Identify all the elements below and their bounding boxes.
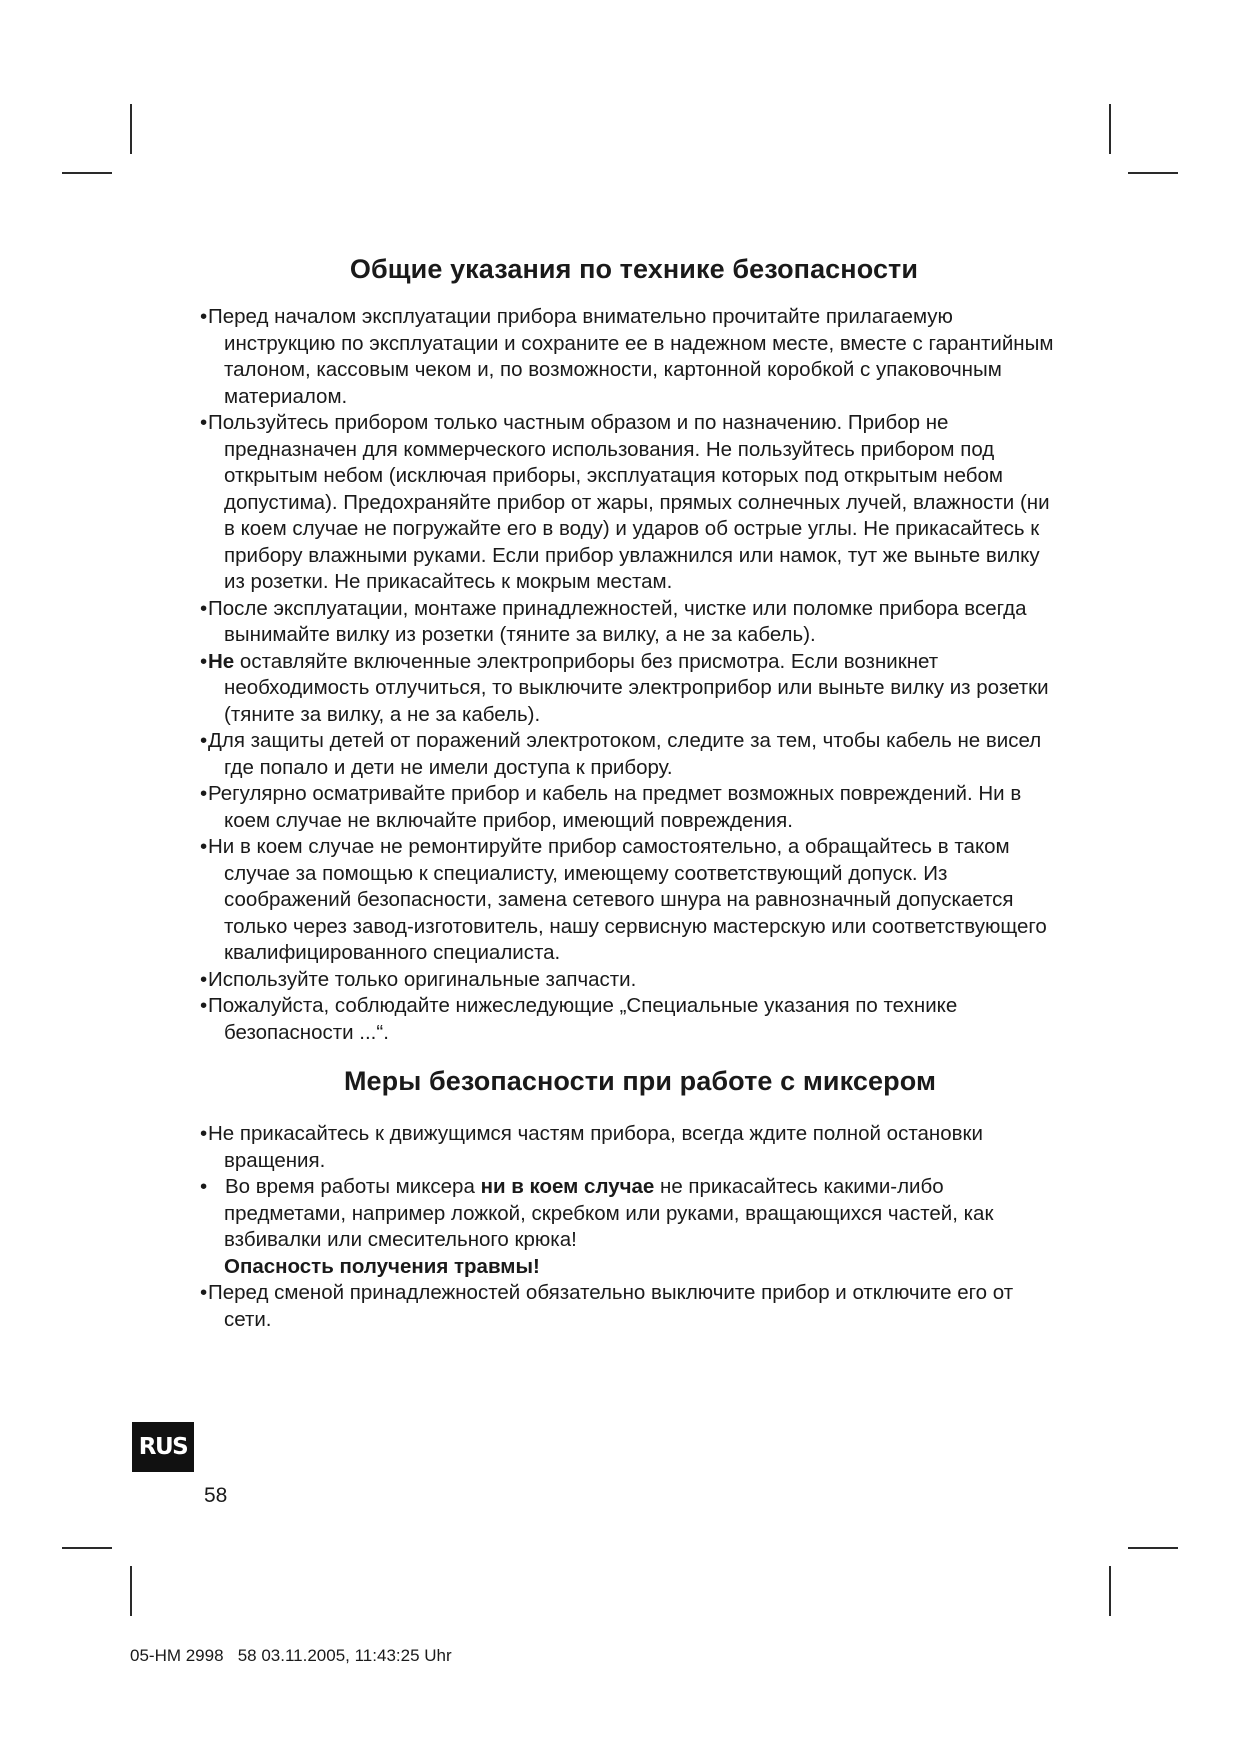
list-item [200, 1280, 1060, 1333]
list-item [200, 967, 1060, 994]
list-item-text: не прикасайтесь какими-либо предметами, например ложкой, скребком или руками, вращающихся частей, как взбивалки или смесительного крюка! [224, 1175, 994, 1251]
list-item-text: Используйте только оригинальные запчасти. [208, 967, 637, 991]
list-item [200, 834, 1060, 967]
list-item [200, 649, 1060, 729]
crop-mark-bottom-left-vertical [130, 1566, 132, 1616]
list-item-text: После эксплуатации, монтаже принадлежностей, чистке или поломке прибора всегда вынимайте вилку из розетки (тяните за вилку, а не за кабель). [208, 596, 1027, 646]
crop-mark-top-right-vertical [1109, 104, 1111, 154]
crop-mark-top-right-horizontal [1128, 172, 1178, 174]
crop-mark-bottom-right-vertical [1109, 1566, 1111, 1616]
crop-mark-bottom-right-horizontal [1128, 1547, 1178, 1549]
print-footer: 05-HM 2998 58 03.11.2005, 11:43:25 Uhr [130, 1646, 452, 1665]
list-item-emphasis: Не [208, 649, 235, 673]
list-item-text: Пользуйтесь прибором только частным образом и по назначению. Прибор не предназначен для коммерческого использования. Не пользуйтесь прибором под открытым небом (исключая приборы, эксплуатация которых под открытым небом допустима). Предохраняйте прибор от жары, прямых солнечных лучей, влажности (ни в коем случае не погружайте его в воду) и ударов об острые углы. Не прикасайтесь к прибору влажными руками. Если прибор увлажнился или намок, тут же выньте вилку из розетки. Не прикасайтесь к мокрым местам. [208, 411, 1050, 593]
list-item-emphasis: ни в коем случае [480, 1175, 655, 1198]
injury-warning: Опасность получения травмы! [224, 1254, 540, 1278]
list-item-text: Не прикасайтесь к движущимся частям прибора, всегда ждите полной остановки вращения. [208, 1122, 983, 1172]
list-item-text: Для защиты детей от поражений электротоком, следите за тем, чтобы кабель не висел где попало и дети не имели доступа к прибору. [208, 729, 1042, 779]
list-item [200, 596, 1060, 649]
list-item-text: Регулярно осматривайте прибор и кабель на предмет возможных повреждений. Ни в коем случае не включайте прибор, имеющий повреждения. [208, 782, 1022, 832]
list-item-text: Пожалуйста, соблюдайте нижеследующие „Специальные указания по технике безопасности ...“. [208, 994, 958, 1044]
crop-mark-bottom-left-horizontal [62, 1547, 112, 1549]
list-item [200, 304, 1060, 410]
mixer-safety-list [200, 1121, 1060, 1333]
language-badge: RUS [132, 1422, 194, 1472]
crop-mark-top-left-vertical [130, 104, 132, 154]
list-item-text: оставляйте включенные электроприборы без присмотра. Если возникнет необходимость отлучиться, то выключите электроприбор или выньте вилку из розетки (тяните за вилку, а не за кабель). [224, 649, 1049, 726]
list-item-text: Перед сменой принадлежностей обязательно выключите прибор и отключите его от сети. [208, 1281, 1014, 1331]
list-item-text: Во время работы миксера [225, 1175, 481, 1198]
crop-mark-top-left-horizontal [62, 172, 112, 174]
list-item [200, 781, 1060, 834]
page-number: 58 [204, 1484, 228, 1507]
list-item [200, 728, 1060, 781]
section-title-general-safety: Общие указания по технике безопасности [349, 254, 919, 284]
list-item [200, 1174, 1060, 1280]
list-item-text: Ни в коем случае не ремонтируйте прибор самостоятельно, а обращайтесь в таком случае за помощью к специалисту, имеющему соответствующий допуск. Из соображений безопасности, замена сетевого шнура на равнозначный допускается только через завод-изготовитель, нашу сервисную мастерскую или соответствующего квалифицированного специалиста. [208, 835, 1047, 964]
list-item [200, 1121, 1060, 1174]
list-item [200, 410, 1060, 596]
page-content [200, 254, 1060, 1333]
list-item-text: Перед началом эксплуатации прибора внимательно прочитайте прилагаемую инструкцию по эксплуатации и сохраните ее в надежном месте, вместе с гарантийным талоном, кассовым чеком и, по возможности, картонной коробкой с упаковочным материалом. [208, 305, 1054, 408]
general-safety-list [200, 304, 1060, 1046]
section-title-mixer-safety: Меры безопасности при работе с миксером [343, 1066, 937, 1096]
list-item [200, 993, 1060, 1046]
